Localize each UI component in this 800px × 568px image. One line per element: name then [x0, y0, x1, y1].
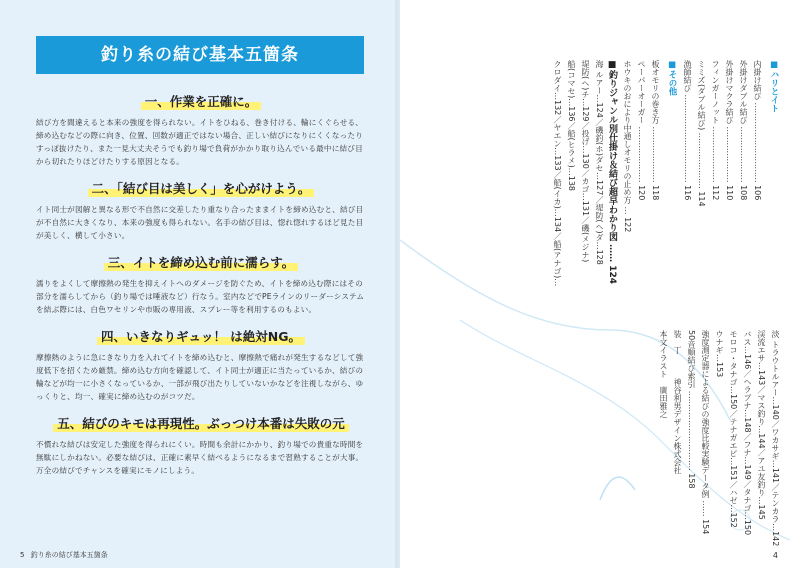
running-header: 釣り糸の結び基本五箇条 — [30, 551, 108, 559]
toc-entry: ミミズ(ダブル結び) ………………… 114 — [697, 60, 706, 207]
toc-entry: 外掛けマクラ結び ………………… 110 — [725, 60, 734, 201]
rule-section — [36, 253, 366, 316]
rule-body: 摩擦熱のように急にきなり力を入れてイトを締め込むと、摩擦熱で痛れが発生するなどして強度低下を招くため厳禁。締め込む方向を確認して、イト同士が適正に当たっているか、結びの輪などが均一に小さくなっているか、一部が飛び出たりしていないかなどを注視しながら、ゆっくりと、均一、確実に締め込むのがコツだ。 — [36, 353, 364, 401]
page-title: 釣り糸の結び基本五箇条 — [36, 36, 364, 74]
toc-entry: クロダイ…132／ヤエン…133／船(イカ)…134／船(アナゴ)… — [553, 60, 562, 287]
toc-entry: 本文イラスト 廣田雅之 — [659, 330, 668, 418]
toc-entry: 渓流エサ…143／マス釣り…144／アユ友釣り…145 — [757, 330, 766, 520]
toc-section-heading: ■ハリとイト — [769, 60, 779, 113]
toc-entry: 船(コマセ)…136／船(ヒラメ)…138 — [567, 60, 576, 192]
rule-section — [36, 179, 366, 242]
rule-heading: 三、イトを締め込む前に濡らす。 — [104, 253, 299, 271]
toc-entry: バス…146／ヘラブナ…148／フナ…149／タナゴ…150 — [743, 330, 752, 536]
toc-entry: 装 丁 神谷利男デザイン株式会社 — [673, 330, 682, 474]
rule-heading: 五、結びのキモは再現性。ぶっつけ本番は失敗の元 — [53, 414, 349, 432]
toc-entry: 海 ルアー…124／磯釣(ホ)ダセ…127／堤防(ヘ)ダ…128 — [595, 60, 604, 265]
toc-entry: 漁師結び …………………………… 116 — [683, 60, 692, 201]
toc-entry: 堤防(ヘ)チ…129／投げ…130／カゴ…131／磯(メジナ) — [581, 60, 590, 263]
rule-heading: 四、いきなりギュッ！ は絶対NG。 — [97, 327, 305, 345]
rule-heading: 一、作業を正確に。 — [141, 92, 262, 110]
toc-entry: モロコ・タナゴ…150／テナガエビ…151／ハゼ…152 — [729, 330, 738, 528]
right-folio: 4 — [772, 551, 778, 560]
rules-list — [36, 92, 366, 488]
toc-entry: フィンガーノット ………………… 112 — [711, 60, 720, 201]
toc-entry: 淡 トラウトルアー…140／ワカサギ…141／テンカラ…142 — [771, 330, 780, 547]
rule-section — [36, 327, 366, 403]
toc-entry: 50音順結び索引 ………………………… 158 — [687, 330, 696, 489]
page-number: 5 — [20, 551, 25, 559]
toc-entry: ■釣りジャンル別仕掛け＆結び超早わかり図 …… 124 — [607, 60, 617, 285]
toc-entry: ウナギ…153 — [715, 330, 724, 378]
toc-entry: 外掛けダブル結び ………………… 108 — [739, 60, 748, 201]
toc-entry: ホウキのおにより中通しオモリの止め方 … 122 — [623, 60, 632, 233]
rule-body: イト同士が図解と異なる形で不自然に交差したり重なり合ったままイトを締め込むと、結び目が不自然に大きくなり、本来の強度も得られない。名手の結び目は、惚れ惚れするほど見た目が美しく、横して小さい。 — [36, 205, 364, 240]
toc-entry: 内掛け結び ………………………… 106 — [753, 60, 762, 201]
rule-body: 結び方を間違えると本来の強度を得られない。イトをひねる、巻き付ける、輪にくぐらせる、締め込むなどの際に向き、位置、回数が適正ではない場合、正しい結びになりにくくなったりすっぽ抜けたり、また一見大丈夫そうでも釣り場で負荷がかかり取り込んでいる最中に結び目から切れたりほどけたりする原因となる。 — [36, 118, 364, 166]
toc-entry: ペーパーオーガー ………………… 120 — [637, 60, 646, 201]
rule-section — [36, 92, 366, 168]
rule-heading: 二、「結び目は美しく」を心がけよう。 — [88, 179, 315, 197]
right-page — [400, 0, 800, 568]
rule-body: 不慣れな結びは安定した強度を得られにくい。時間も余計にかかり、釣り場での貴重な時間を無駄にしかねない。必要な結びは、正確に素早く結べるようになるまで習熟することが大事。万全の結びでチャンスを確実にモノにしよう。 — [36, 440, 364, 475]
toc-entry: 強度測定器による結びの強度比較実験データ例 …… 154 — [701, 330, 710, 535]
toc-entry: 板オモリの巻き方 ………………… 118 — [651, 60, 660, 201]
rule-section — [36, 414, 366, 477]
left-folio — [20, 550, 112, 560]
toc-section-heading: ■その他 — [667, 60, 677, 96]
rule-body: 濡りをよくして摩擦熱の発生を抑えイトへのダメージを防ぐため、イトを締め込む際にはその部分を濡らしてから（釣り場では唾液など）行なう。室内などでPEラインのリーダーシステムを結ぶ際には、白色ワセリンや市販の専用液、スプレー等を利用するのもよい。 — [36, 279, 365, 314]
